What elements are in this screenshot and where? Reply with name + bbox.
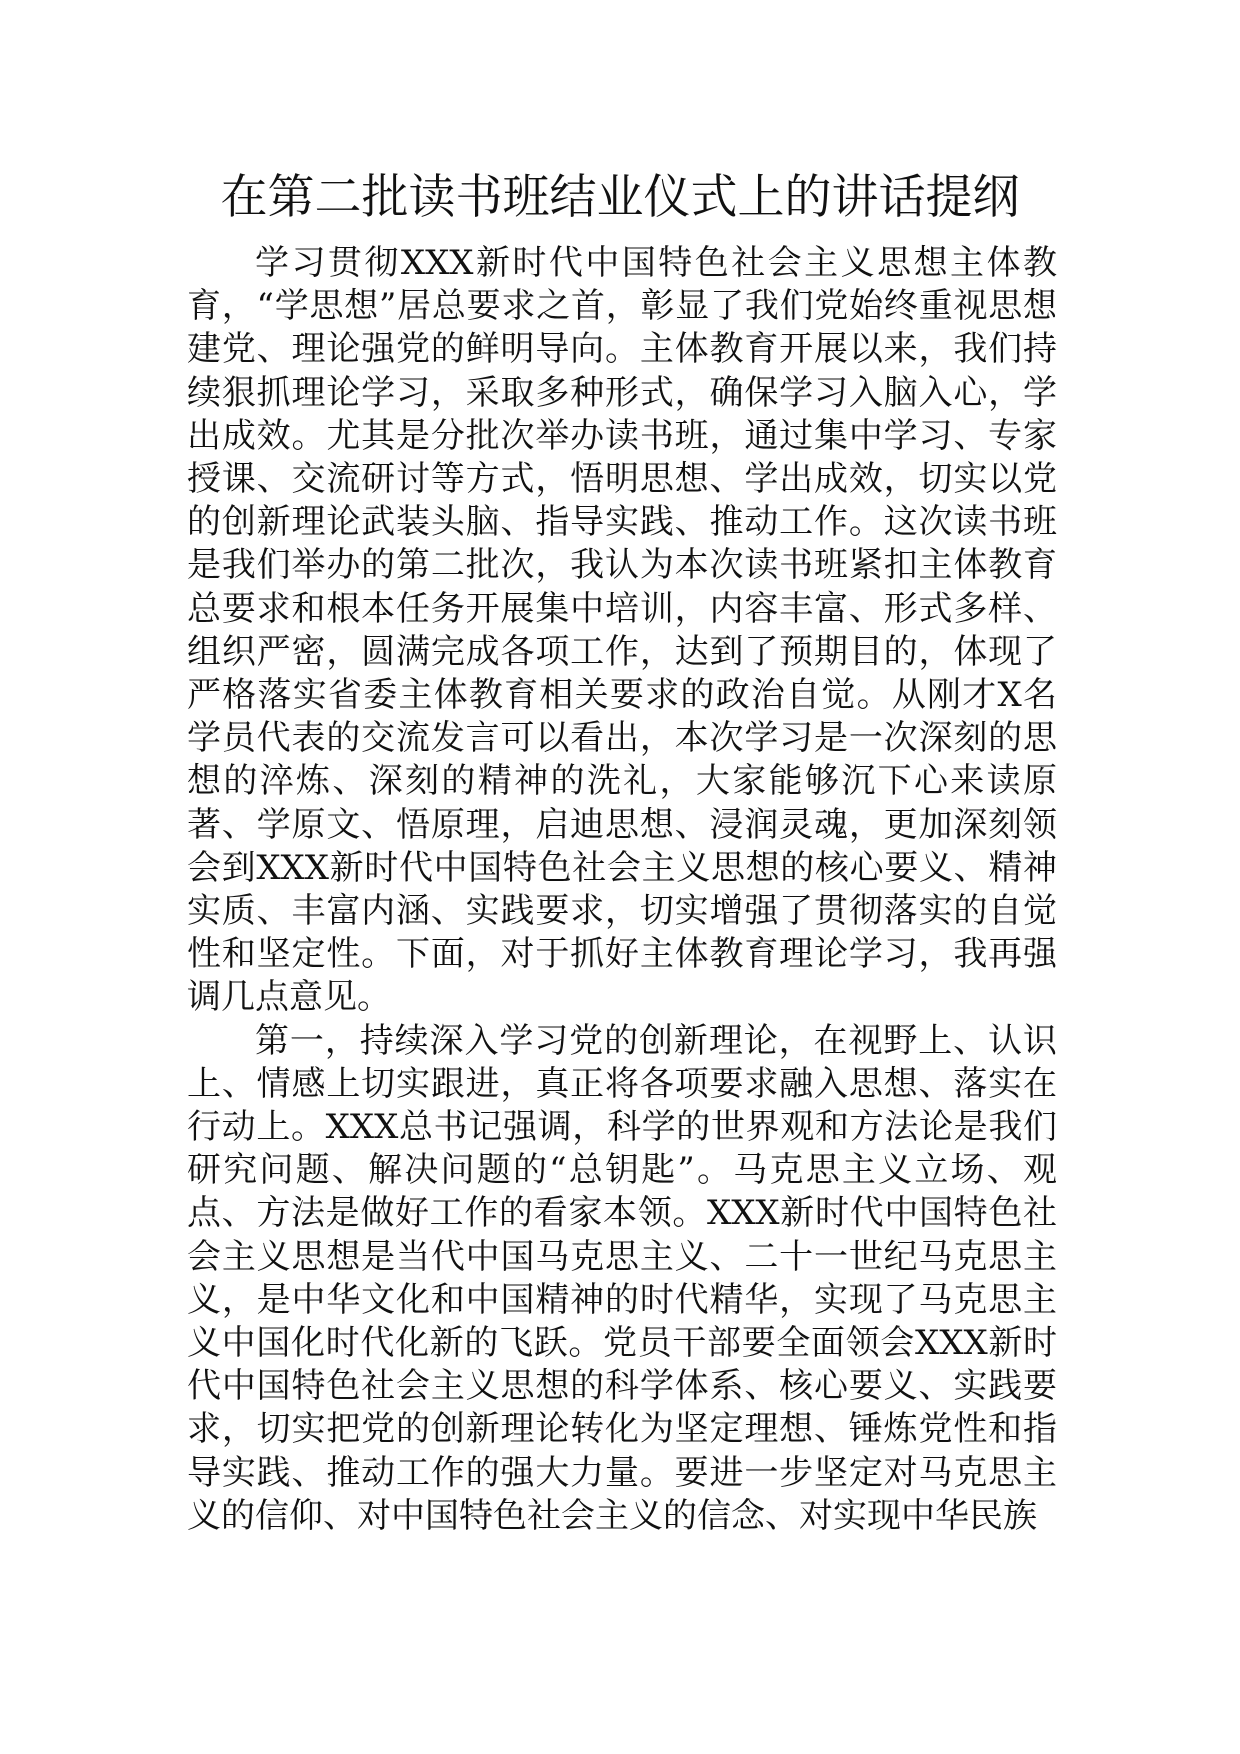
- paragraph-1: 学习贯彻XXX新时代中国特色社会主义思想主体教育，“学思想”居总要求之首，彰显了我们党始终重视思想建党、理论强党的鲜明导向。主体教育开展以来，我们持续狠抓理论学习，采取多种形式，确保学习入脑入心，学出成效。尤其是分批次举办读书班，通过集中学习、专家授课、交流研讨等方式，悟明思想、学出成效，切实以党的创新理论武装头脑、指导实践、推动工作。这次读书班是我们举办的第二批次，我认为本次读书班紧扣主体教育总要求和根本任务开展集中培训，内容丰富、形式多样、组织严密，圆满完成各项工作，达到了预期目的，体现了严格落实省委主体教育相关要求的政治自觉。从刚才X名学员代表的交流发言可以看出，本次学习是一次深刻的思想的淬炼、深刻的精神的洗礼，大家能够沉下心来读原著、学原文、悟原理，启迪思想、浸润灵魂，更加深刻领会到XXX新时代中国特色社会主义思想的核心要义、精神实质、丰富内涵、实践要求，切实增强了贯彻落实的自觉性和坚定性。下面，对于抓好主体教育理论学习，我再强调几点意见。: [187, 243, 1057, 1018]
- document-body: [187, 242, 1057, 1538]
- paragraph-2: 第一，持续深入学习党的创新理论，在视野上、认识上、情感上切实跟进，真正将各项要求融入思想、落实在行动上。XXX总书记强调，科学的世界观和方法论是我们研究问题、解决问题的“总钥匙”。马克思主义立场、观点、方法是做好工作的看家本领。XXX新时代中国特色社会主义思想是当代中国马克思主义、二十一世纪马克思主义，是中华文化和中国精神的时代精华，实现了马克思主义中国化时代化新的飞跃。党员干部要全面领会XXX新时代中国特色社会主义思想的科学体系、核心要义、实践要求，切实把党的创新理论转化为坚定理想、锤炼党性和指导实践、推动工作的强大力量。要进一步坚定对马克思主义的信仰、对中国特色社会主义的信念、对实现中华民族: [187, 1020, 1057, 1536]
- document-title: 在第二批读书班结业仪式上的讲话提纲: [220, 170, 1020, 225]
